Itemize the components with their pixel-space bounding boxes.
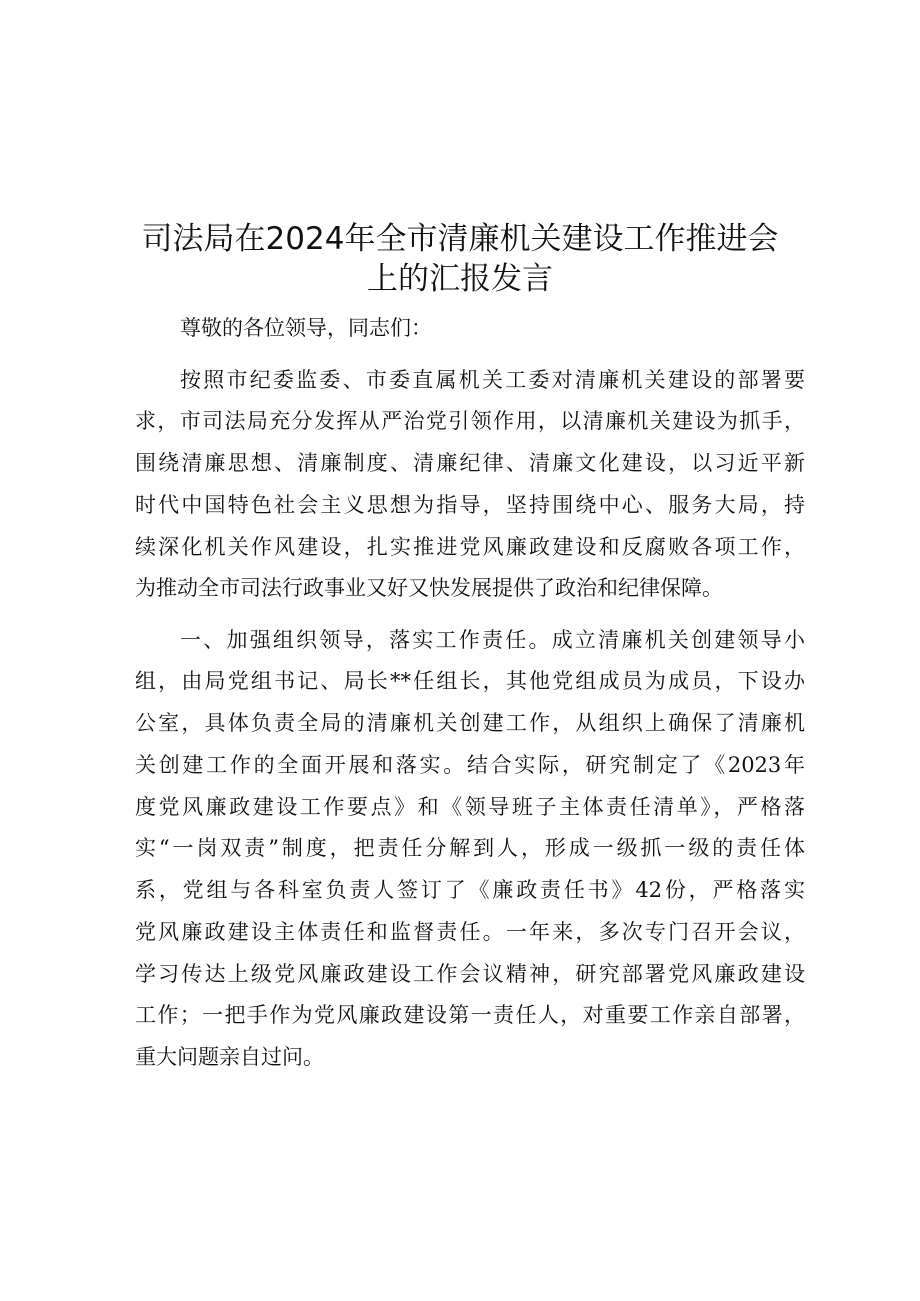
paragraph-1-line: 求，市司法局充分发挥从严治党引领作用，以清廉机关建设为抓手， [135, 409, 805, 433]
paragraph-2-line: 实“一岗双责”制度，把责任分解到人，形成一级抓一级的责任体 [135, 836, 805, 860]
document-title-line-1: 司法局在2024年全市清廉机关建设工作推进会 [141, 221, 779, 257]
paragraph-2-line: 党风廉政建设主体责任和监督责任。一年来，多次专门召开会议， [135, 920, 805, 944]
paragraph-1-line: 时代中国特色社会主义思想为指导，坚持围绕中心、服务大局，持 [135, 493, 805, 517]
paragraph-1-line: 按照市纪委监委、市委直属机关工委对清廉机关建设的部署要 [180, 368, 805, 392]
paragraph-1-line: 为推动全市司法行政事业又好又快发展提供了政治和纪律保障。 [135, 576, 723, 600]
salutation: 尊敬的各位领导，同志们： [180, 316, 432, 340]
paragraph-2-line: 工作；一把手作为党风廉政建设第一责任人，对重要工作亲自部署， [135, 1003, 805, 1027]
paragraph-1-line: 围绕清廉思想、清廉制度、清廉纪律、清廉文化建设，以习近平新 [135, 451, 805, 475]
document-title-line-2: 上的汇报发言 [367, 261, 553, 297]
paragraph-2-line: 一、加强组织领导，落实工作责任。成立清廉机关创建领导小 [180, 628, 805, 652]
paragraph-2-line: 公室，具体负责全局的清廉机关创建工作，从组织上确保了清廉机 [135, 711, 805, 735]
paragraph-2-line: 学习传达上级党风廉政建设工作会议精神，研究部署党风廉政建设 [135, 962, 805, 986]
paragraph-2-line: 组，由局党组书记、局长**任组长，其他党组成员为成员，下设办 [135, 669, 805, 693]
paragraph-2-line: 重大问题亲自过问。 [135, 1045, 324, 1069]
paragraph-2-line: 系，党组与各科室负责人签订了《廉政责任书》42份，严格落实 [135, 878, 805, 902]
paragraph-1-line: 续深化机关作风建设，扎实推进党风廉政建设和反腐败各项工作， [135, 535, 805, 559]
paragraph-2-line: 度党风廉政建设工作要点》和《领导班子主体责任清单》，严格落 [135, 795, 805, 819]
paragraph-2-line: 关创建工作的全面开展和落实。结合实际，研究制定了《2023年 [135, 753, 805, 777]
